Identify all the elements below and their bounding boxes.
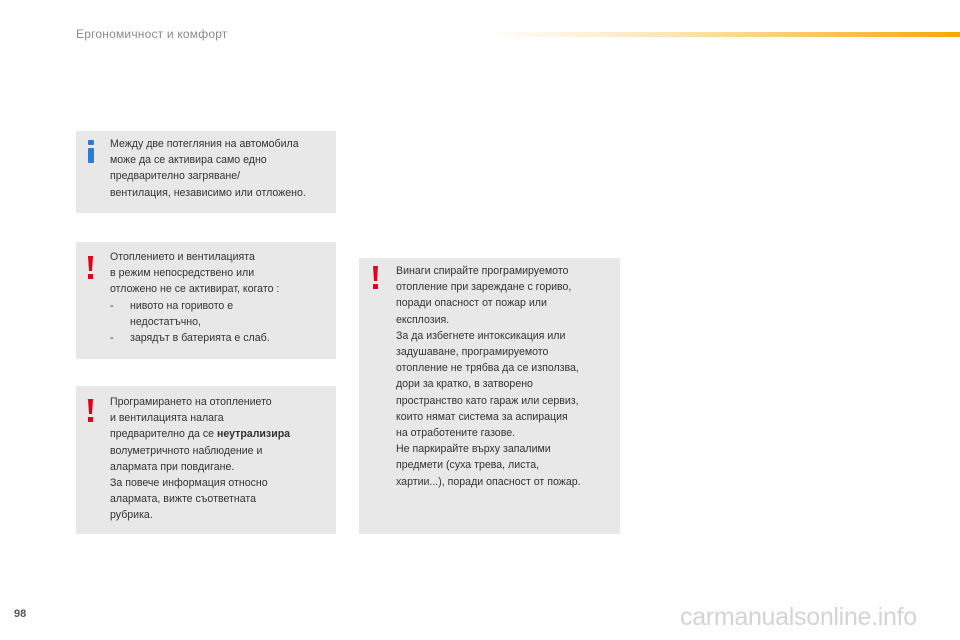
text-line: предмети (суха трева, листа, [396,459,540,472]
text-fragment: предварително да се [110,428,217,441]
text-line: рубрика. [110,509,153,522]
text-line: Програмирането на отоплението [110,396,272,408]
text-line: За да избегнете интоксикация или [396,329,566,342]
text-line: и вентилацията налага [110,412,224,425]
text-line: на отработените газове. [396,427,516,440]
info-text [110,136,306,201]
text-line [110,426,290,442]
text-line: може да се активира само едно [110,154,267,167]
text-line: хартии...), поради опасност от пожар. [396,475,581,488]
text-line: нивото на горивото е [130,299,234,312]
text-line: волуметричното наблюдение и [110,444,263,457]
text-line: За повече информация относно [110,477,268,490]
warning-box-alarm [76,386,336,534]
text-line: предварително загряване/ [110,170,241,183]
page-number: 98 [14,608,27,620]
text-line: алармата при повдигане. [110,460,235,473]
text-line: дори за кратко, в затворено [396,378,533,391]
warning-alarm-text [110,394,290,524]
text-line: Винаги спирайте програмируемото [396,265,569,277]
text-line: отопление не трябва да се използва, [396,362,579,375]
text-line: в режим непосредствено или [110,267,255,280]
section-title: Ергономичност и комфорт [76,27,228,41]
emphasis-text: неутрализира [216,428,291,441]
exclamation-icon [88,256,94,280]
warning-fuel-text [396,263,581,490]
text-line: Не паркирайте върху запалими [396,443,551,456]
warning-conditions-text [110,249,279,346]
text-line: поради опасност от пожар или [396,297,547,310]
text-line: пространство като гараж или сервиз, [396,394,579,407]
bullet-dash: - [110,332,114,345]
info-box [76,131,336,213]
text-line: недостатъчно, [130,315,201,328]
list-item [110,330,279,346]
text-line: експлозия. [396,313,450,326]
warning-box-conditions [76,242,336,359]
watermark: carmanualsonline.info [680,603,917,631]
text-line: отложено не се активират, когато : [110,283,280,296]
text-line: Отоплението и вентилацията [110,251,255,263]
list-item [110,298,279,330]
text-line: отопление при зареждане с гориво, [396,281,572,294]
header-accent-bar [488,32,960,37]
text-line: задушаване, програмируемото [396,346,549,359]
text-line: Между две потегляния на автомобила [110,138,299,150]
text-line: които нямат система за аспирация [396,410,568,423]
text-line: зарядът в батерията е слаб. [130,332,270,345]
exclamation-icon [373,266,379,290]
text-line: вентилация, независимо или отложено. [110,186,306,199]
info-icon [88,140,94,164]
bullet-dash: - [110,299,114,312]
exclamation-icon [88,399,94,423]
text-line: алармата, вижте съответната [110,493,256,506]
warning-box-fuel-safety [359,258,620,534]
